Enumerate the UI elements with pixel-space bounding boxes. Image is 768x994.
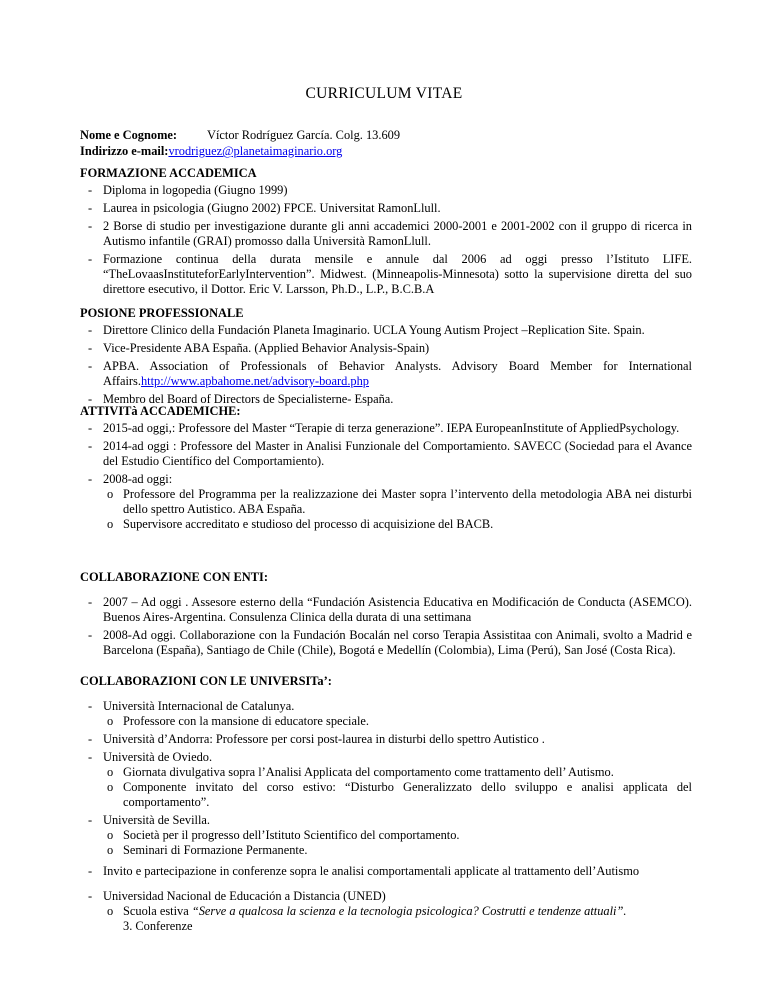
list-item: - Vice-Presidente ABA España. (Applied Behavior Analysis-Spain) (80, 341, 692, 356)
section-attivita (80, 404, 692, 535)
page-title: CURRICULUM VITAE (305, 85, 463, 102)
section-title-enti: COLLABORAZIONE CON ENTI: (80, 570, 268, 584)
list-item (80, 813, 692, 858)
section-title-universita: COLLABORAZIONI CON LE UNIVERSITa’: (80, 674, 332, 688)
list-item: - 2 Borse di studio per investigazione durante gli anni accademici 2000-2001 e 2001-2002 con il gruppo di ricerca in Autismo infantile (GRAI) promosso dalla Università RamonLlull. (80, 219, 692, 249)
attivita-list (80, 421, 692, 532)
name-label: Nome e Cognome: (80, 128, 178, 142)
sub-list-item: o Giornata divulgativa sopra l’Analisi Applicata del comportamento come trattamento dell’ Autismo. (103, 765, 692, 780)
university-oviedo: Università de Oviedo. (103, 750, 213, 764)
sub-list-item: o Seminari di Formazione Permanente. (103, 843, 692, 858)
apba-link[interactable]: http://www.apbahome.net/advisory-board.php (140, 374, 369, 388)
uned-sub-prefix: Scuola estiva (123, 904, 192, 918)
university-sevilla: Università de Sevilla. (103, 813, 211, 827)
uned-sub-extra: 3. Conferenze (123, 919, 193, 933)
attivita-sublist (103, 487, 692, 532)
email-row (80, 144, 700, 160)
list-item: - Formazione continua della durata mensile e annule dal 2006 ad oggi presso l’Istituto LIFE. “TheLovaasInstituteforEarlyIntervention”. Midwest. (Minneapolis-Minnesota) sotto la supervisione diretta del suo direttore esecutivo, il Dottor. Eric V. Larsson, Ph.D., L.P., B.C.B.A (80, 252, 692, 297)
formazione-list (80, 183, 692, 297)
personal-info (80, 128, 700, 160)
email-label: Indirizzo e-mail: (80, 144, 169, 158)
sub-list-item: o Società per il progresso dell’Istituto Scientifico del comportamento. (103, 828, 692, 843)
list-item: - Diploma in logopedia (Giugno 1999) (80, 183, 692, 198)
section-posizione (80, 306, 692, 410)
email-link[interactable]: vrodriguez@planetaimaginario.org (168, 144, 343, 158)
sub-list-item: o Professore del Programma per la realizzazione dei Master sopra l’intervento della metodologia ABA nei disturbi dello spettro Autistico. ABA España. (103, 487, 692, 517)
section-collaborazioni-universita (80, 674, 692, 937)
section-title-formazione: FORMAZIONE ACCADEMICA (80, 166, 257, 180)
list-item: - Invito e partecipazione in conferenze sopra le analisi comportamentali applicate al trattamento dell’Autismo (80, 864, 692, 879)
university-uned: Universidad Nacional de Educación a Distancia (UNED) (103, 889, 386, 903)
list-item: - 2015-ad oggi,: Professore del Master “Terapie di terza generazione”. IEPA EuropeanInstitute of AppliedPsychology. (80, 421, 692, 436)
university-catalunya: Università Internacional de Catalunya. (103, 699, 295, 713)
list-item (80, 750, 692, 810)
posizione-list (80, 323, 692, 407)
list-item (80, 889, 692, 934)
name-value: Víctor Rodríguez García. Colg. 13.609 (207, 128, 401, 142)
list-item: - Laurea in psicologia (Giugno 2002) FPCE. Universitat RamonLlull. (80, 201, 692, 216)
sub-list-item: o Componente invitato del corso estivo: “Disturbo Generalizzato dello sviluppo e analisi applicata del comportamento”. (103, 780, 692, 810)
section-title-posizione: POSIONE PROFESSIONALE (80, 306, 244, 320)
sub-list-item: o Professore con la mansione di educatore speciale. (103, 714, 692, 729)
list-item (80, 472, 692, 532)
sub-list-item: o Supervisore accreditato e studioso del processo di acquisizione del BACB. (103, 517, 692, 532)
list-item (80, 699, 692, 729)
list-item: - 2007 – Ad oggi . Assesore esterno della “Fundación Asistencia Educativa en Modificación de Conducta (ASEMCO). Buenos Aires-Argentina. Consulenza Clinica della durata di una settimana (80, 595, 692, 625)
section-formazione (80, 166, 692, 300)
section-collaborazione-enti (80, 570, 692, 661)
list-item: - 2014-ad oggi : Professore del Master in Analisi Funzionale del Comportamiento. SAVECC (Sociedad para el Avance del Estudio Científico del Comportamiento). (80, 439, 692, 469)
apba-text: APBA. Association of Professionals of Behavior Analysts. Advisory Board Member for International Affairs. (103, 359, 692, 388)
list-item-apba (80, 359, 692, 389)
sub-list-item (103, 904, 692, 934)
section-title-attivita: ATTIVITà ACCADEMICHE: (80, 404, 241, 418)
list-item: - Direttore Clinico della Fundación Planeta Imaginario. UCLA Young Autism Project –Replication Site. Spain. (80, 323, 692, 338)
list-item: - Membro del Board of Directors de Specialisterne- España. (80, 392, 692, 407)
name-row (80, 128, 700, 144)
list-item-label: 2008-ad oggi: (103, 472, 173, 486)
universita-list (80, 699, 692, 934)
enti-list (80, 595, 692, 658)
list-item: - 2008-Ad oggi. Collaborazione con la Fundación Bocalán nel corso Terapia Assistitaa con Animali, svolto a Madrid e Barcelona (España), Santiago de Chile (Chile), Bogotá e Medellín (Colombia), Lima (Perú), San José (Costa Rica). (80, 628, 692, 658)
uned-sub-italic: “Serve a qualcosa la scienza e la tecnologia psicologica? Costrutti e tendenze attuali”. (191, 904, 627, 918)
list-item: - Università d’Andorra: Professore per corsi post-laurea in disturbi dello spettro Autistico . (80, 732, 692, 747)
